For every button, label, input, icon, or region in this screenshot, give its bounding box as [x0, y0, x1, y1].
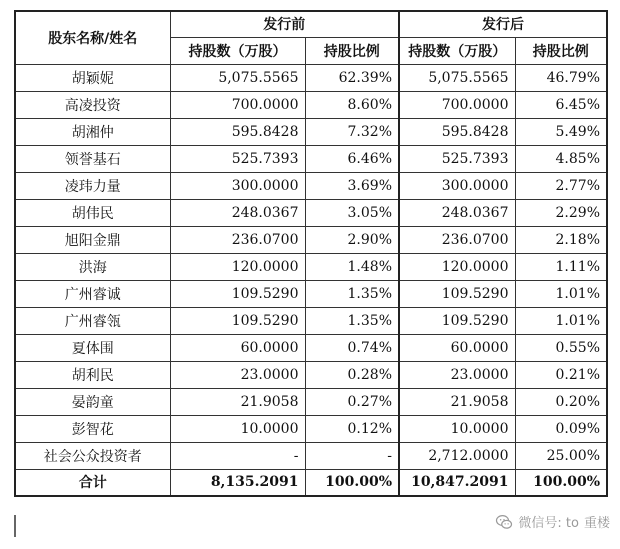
cell-before-shares: 5,075.5565 [170, 64, 305, 91]
cell-after-ratio: 6.45% [515, 91, 607, 118]
table-row [15, 280, 607, 307]
table-row [15, 199, 607, 226]
cell-before-shares: 23.0000 [170, 361, 305, 388]
cell-after-shares: 300.0000 [399, 172, 515, 199]
cell-after-shares: 248.0367 [399, 199, 515, 226]
cell-shareholder-name: 夏体围 [15, 334, 170, 361]
cell-after-ratio: 4.85% [515, 145, 607, 172]
cell-before-shares: 595.8428 [170, 118, 305, 145]
cell-after-shares: 236.0700 [399, 226, 515, 253]
cell-before-shares: 60.0000 [170, 334, 305, 361]
cell-after-shares: 10.0000 [399, 415, 515, 442]
cell-shareholder-name: 凌玮力量 [15, 172, 170, 199]
watermark [495, 512, 610, 531]
cell-after-shares: 21.9058 [399, 388, 515, 415]
cell-before-ratio: 62.39% [305, 64, 399, 91]
cell-after-ratio: 0.20% [515, 388, 607, 415]
cell-shareholder-name: 广州睿诚 [15, 280, 170, 307]
table-row [15, 91, 607, 118]
cell-after-ratio: 25.00% [515, 442, 607, 469]
table-row [15, 388, 607, 415]
cell-after-ratio: 0.09% [515, 415, 607, 442]
cell-before-ratio: 0.27% [305, 388, 399, 415]
table-row [15, 442, 607, 469]
cell-shareholder-name: 彭智花 [15, 415, 170, 442]
cell-after-ratio: 2.18% [515, 226, 607, 253]
cell-after-ratio: 5.49% [515, 118, 607, 145]
cell-after-shares: 120.0000 [399, 253, 515, 280]
header-before-issue: 发行前 [170, 11, 399, 37]
table-row [15, 145, 607, 172]
cell-shareholder-name: 晏韵童 [15, 388, 170, 415]
total-before-ratio: 100.00% [305, 469, 399, 496]
cell-after-shares: 109.5290 [399, 307, 515, 334]
header-before-ratio: 持股比例 [305, 37, 399, 64]
total-label: 合计 [15, 469, 170, 496]
table-row [15, 307, 607, 334]
cell-before-ratio: - [305, 442, 399, 469]
cell-after-shares: 60.0000 [399, 334, 515, 361]
table-body [15, 64, 607, 469]
cell-before-shares: 300.0000 [170, 172, 305, 199]
cell-shareholder-name: 社会公众投资者 [15, 442, 170, 469]
cell-shareholder-name: 领誉基石 [15, 145, 170, 172]
table-row [15, 334, 607, 361]
header-after-ratio: 持股比例 [515, 37, 607, 64]
cell-after-shares: 595.8428 [399, 118, 515, 145]
cell-before-ratio: 1.35% [305, 280, 399, 307]
watermark-suffix: 重楼 [583, 516, 610, 531]
cell-before-shares: 236.0700 [170, 226, 305, 253]
cell-before-ratio: 1.35% [305, 307, 399, 334]
header-after-issue: 发行后 [399, 11, 607, 37]
cell-before-ratio: 6.46% [305, 145, 399, 172]
cell-after-ratio: 0.21% [515, 361, 607, 388]
cell-before-ratio: 0.12% [305, 415, 399, 442]
header-shareholder-name: 股东名称/姓名 [15, 11, 170, 64]
cell-after-shares: 700.0000 [399, 91, 515, 118]
cell-before-ratio: 2.90% [305, 226, 399, 253]
total-after-shares: 10,847.2091 [399, 469, 515, 496]
cell-before-shares: 700.0000 [170, 91, 305, 118]
shareholding-table [14, 10, 608, 497]
cell-before-shares: 120.0000 [170, 253, 305, 280]
cell-after-ratio: 1.11% [515, 253, 607, 280]
cell-shareholder-name: 广州睿瓴 [15, 307, 170, 334]
cell-after-ratio: 46.79% [515, 64, 607, 91]
text-cursor [14, 515, 16, 537]
table-row [15, 226, 607, 253]
cell-before-shares: 248.0367 [170, 199, 305, 226]
cell-after-ratio: 2.29% [515, 199, 607, 226]
cell-shareholder-name: 胡利民 [15, 361, 170, 388]
watermark-text: 微信号: to [518, 516, 579, 531]
cell-before-ratio: 3.05% [305, 199, 399, 226]
table-row [15, 172, 607, 199]
cell-after-ratio: 1.01% [515, 307, 607, 334]
header-before-shares: 持股数（万股） [170, 37, 305, 64]
cell-after-shares: 2,712.0000 [399, 442, 515, 469]
table-row [15, 64, 607, 91]
cell-before-ratio: 7.32% [305, 118, 399, 145]
cell-after-ratio: 1.01% [515, 280, 607, 307]
cell-before-ratio: 0.74% [305, 334, 399, 361]
total-after-ratio: 100.00% [515, 469, 607, 496]
cell-after-shares: 23.0000 [399, 361, 515, 388]
cell-shareholder-name: 胡伟民 [15, 199, 170, 226]
table-row [15, 415, 607, 442]
cell-before-ratio: 1.48% [305, 253, 399, 280]
cell-after-shares: 5,075.5565 [399, 64, 515, 91]
cell-after-shares: 525.7393 [399, 145, 515, 172]
table-row-total [15, 469, 607, 496]
cell-shareholder-name: 旭阳金鼎 [15, 226, 170, 253]
cell-before-ratio: 0.28% [305, 361, 399, 388]
cell-before-shares: 21.9058 [170, 388, 305, 415]
cell-shareholder-name: 高凌投资 [15, 91, 170, 118]
cell-before-shares: 109.5290 [170, 307, 305, 334]
cell-before-shares: - [170, 442, 305, 469]
cell-shareholder-name: 洪海 [15, 253, 170, 280]
cell-before-shares: 525.7393 [170, 145, 305, 172]
table-row [15, 118, 607, 145]
cell-shareholder-name: 胡颖妮 [15, 64, 170, 91]
table-row [15, 361, 607, 388]
cell-before-shares: 10.0000 [170, 415, 305, 442]
total-before-shares: 8,135.2091 [170, 469, 305, 496]
cell-before-ratio: 3.69% [305, 172, 399, 199]
table-row [15, 253, 607, 280]
cell-before-shares: 109.5290 [170, 280, 305, 307]
cell-shareholder-name: 胡湘仲 [15, 118, 170, 145]
cell-after-ratio: 2.77% [515, 172, 607, 199]
header-after-shares: 持股数（万股） [399, 37, 515, 64]
wechat-icon [495, 513, 513, 531]
cell-after-shares: 109.5290 [399, 280, 515, 307]
cell-before-ratio: 8.60% [305, 91, 399, 118]
cell-after-ratio: 0.55% [515, 334, 607, 361]
